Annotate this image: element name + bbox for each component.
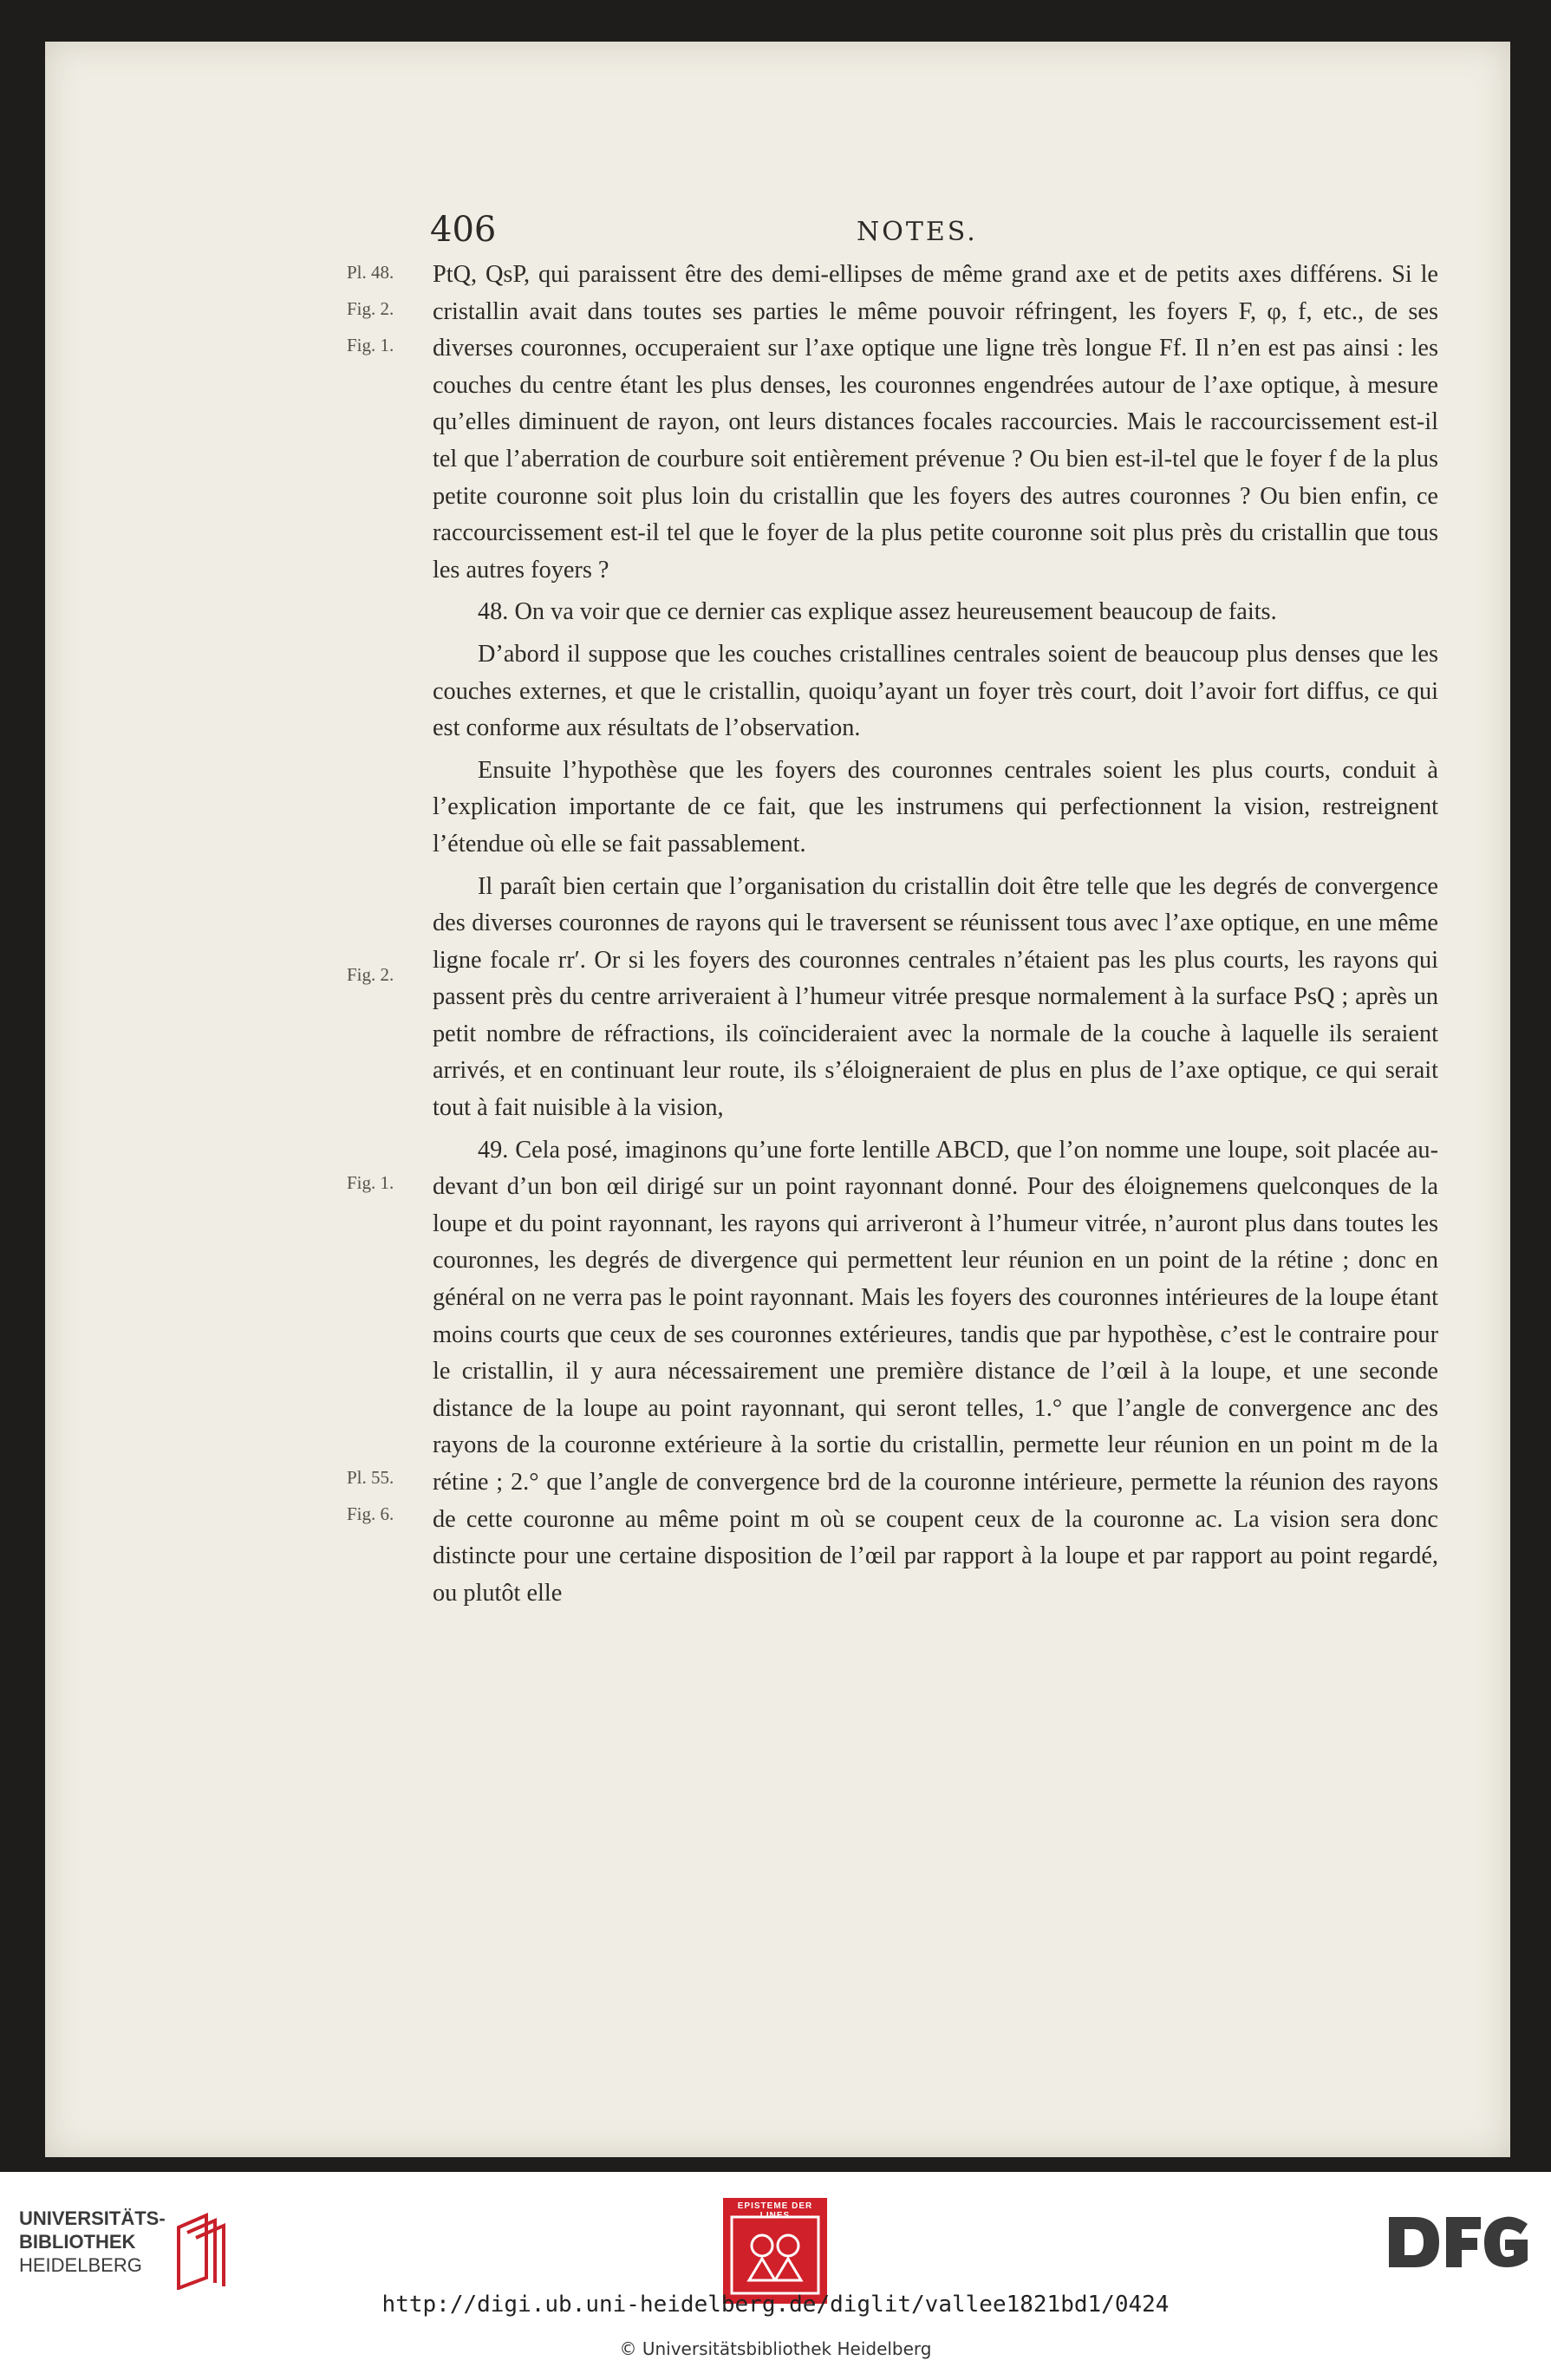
running-head: NOTES. <box>857 217 978 247</box>
page-number: 406 <box>430 210 497 250</box>
margin-note-figure: Fig. 2. <box>347 964 394 985</box>
body-text <box>433 257 1438 1612</box>
viewer-footer <box>0 2172 1551 2380</box>
library-name-line: HEIDELBERG <box>19 2254 142 2276</box>
figures-icon <box>723 2198 827 2304</box>
paragraph: Il paraît bien certain que l’organisation du cristallin doit être telle que les degrés de convergence des diverses couronnes de rayons qui le traversent se réunissent tous avec l’axe optique, en une même ligne focale rr′. Or si les foyers des couronnes centrales n’étaient pas les plus courts, les rayons qui passent près du centre arriveraient à l’humeur vitrée presque normalement à la surface PsQ ; après un petit nombre de réfractions, ils coïncideraient avec la normale de la couche à laquelle ils seraient arrivés, et en continuant leur route, ils s’éloigneraient de plus en plus de l’axe optique, ce qui serait tout à fait nuisible à la vision, <box>433 872 1438 1122</box>
library-name-line: BIBLIOTHEK <box>19 2231 136 2253</box>
university-library-logo[interactable] <box>19 2207 227 2293</box>
paragraph-section-49: 49. Cela posé, imaginons qu’une forte lentille ABCD, que l’on nomme une loupe, soit placée au-devant d’un bon œil dirigé sur un point rayonnant donné. Pour des éloignemens quelconques de la loupe et du point rayonnant, les rayons qui arriveront à l’humeur vitrée, n’auront plus dans toutes les couronnes, les degrés de divergence qui permettent leur réunion en un point de la rétine ; donc en général on ne verra pas le point rayonnant. Mais les foyers des couronnes intérieures de la loupe étant moins courts que ceux de ses couronnes extérieures, tandis que par hypothèse, c’est le contraire pour le cristallin, il y aura nécessairement une première distance de l’œil à la loupe, et une seconde distance de la loupe au point rayonnant, qui seront telles, 1.° que l’angle de convergence anc des rayons de la couronne extérieure à la sortie du cristallin, permette leur réunion en un point m de la rétine ; 2.° que l’angle de convergence brd de la couronne intérieure, permette la réunion des rayons de cette couronne au même point m où se coupent ceux de la couronne ac. La vision sera donc distincte pour une certaine disposition de l’œil par rapport à la loupe et par rapport au point regardé, ou plutôt elle <box>433 1136 1438 1607</box>
dfg-logo[interactable] <box>1385 2212 1533 2272</box>
paragraph: PtQ, QsP, qui paraissent être des demi-ellipses de même grand axe et de petits axes différens. Si le cristallin avait dans toutes ses parties le même pouvoir réfringent, les foyers F, φ, f, etc., de ses diverses couronnes, occuperaient sur l’axe optique une ligne très longue Ff. Il n’en est pas ainsi : les couches du centre étant les plus denses, les couronnes engendrées autour de l’axe optique, à mesure qu’elles diminuent de rayon, ont leurs distances focales raccourcies. Mais le raccourcissement est-il tel que l’aberration de courbure soit entièrement prévenue ? Ou bien est-il-tel que le foyer f de la plus petite couronne soit plus loin du cristallin que les foyers des autres couronnes ? Ou bien enfin, ce raccourcissement est-il tel que le foyer de la plus petite couronne soit plus près du cristallin que tous les autres foyers ? <box>433 261 1438 584</box>
library-mark-icon <box>172 2212 232 2290</box>
paragraph: Ensuite l’hypothèse que les foyers des couronnes centrales soient les plus courts, conduit à l’explication importante de ce fait, que les instrumens qui perfectionnent la vision, restreignent l’étendue où elle se fait passablement. <box>433 756 1438 857</box>
paragraph: D’abord il suppose que les couches cristallines centrales soient de beaucoup plus denses que les couches externes, et que le cristallin, quoiqu’ayant un foyer très court, doit l’avoir fort diffus, ce qui est conforme aux résultats de l’observation. <box>433 640 1438 742</box>
library-name-line: UNIVERSITÄTS- <box>19 2207 166 2229</box>
margin-note-plate: Pl. 48. <box>347 262 394 283</box>
project-logo-text: EPISTEME DER LINES <box>737 2201 813 2220</box>
page-header <box>388 210 1437 253</box>
margin-note-figure: Fig. 2. <box>347 298 394 319</box>
margin-note-figure: Fig. 1. <box>347 1172 394 1193</box>
margin-note-figure: Fig. 6. <box>347 1503 394 1524</box>
paragraph-section-48: 48. On va voir que ce dernier cas explique assez heureusement beaucoup de faits. <box>478 598 1277 626</box>
project-logo[interactable] <box>723 2198 827 2304</box>
margin-note-plate: Pl. 55. <box>347 1467 394 1488</box>
copyright-notice: © Universitätsbibliothek Heidelberg <box>619 2338 932 2359</box>
dfg-logo-icon <box>1385 2212 1533 2272</box>
margin-note-figure: Fig. 1. <box>347 335 394 355</box>
permalink-url[interactable]: http://digi.ub.uni-heidelberg.de/diglit/vallee1821bd1/0424 <box>381 2292 1170 2318</box>
margin-notes <box>347 260 416 1561</box>
